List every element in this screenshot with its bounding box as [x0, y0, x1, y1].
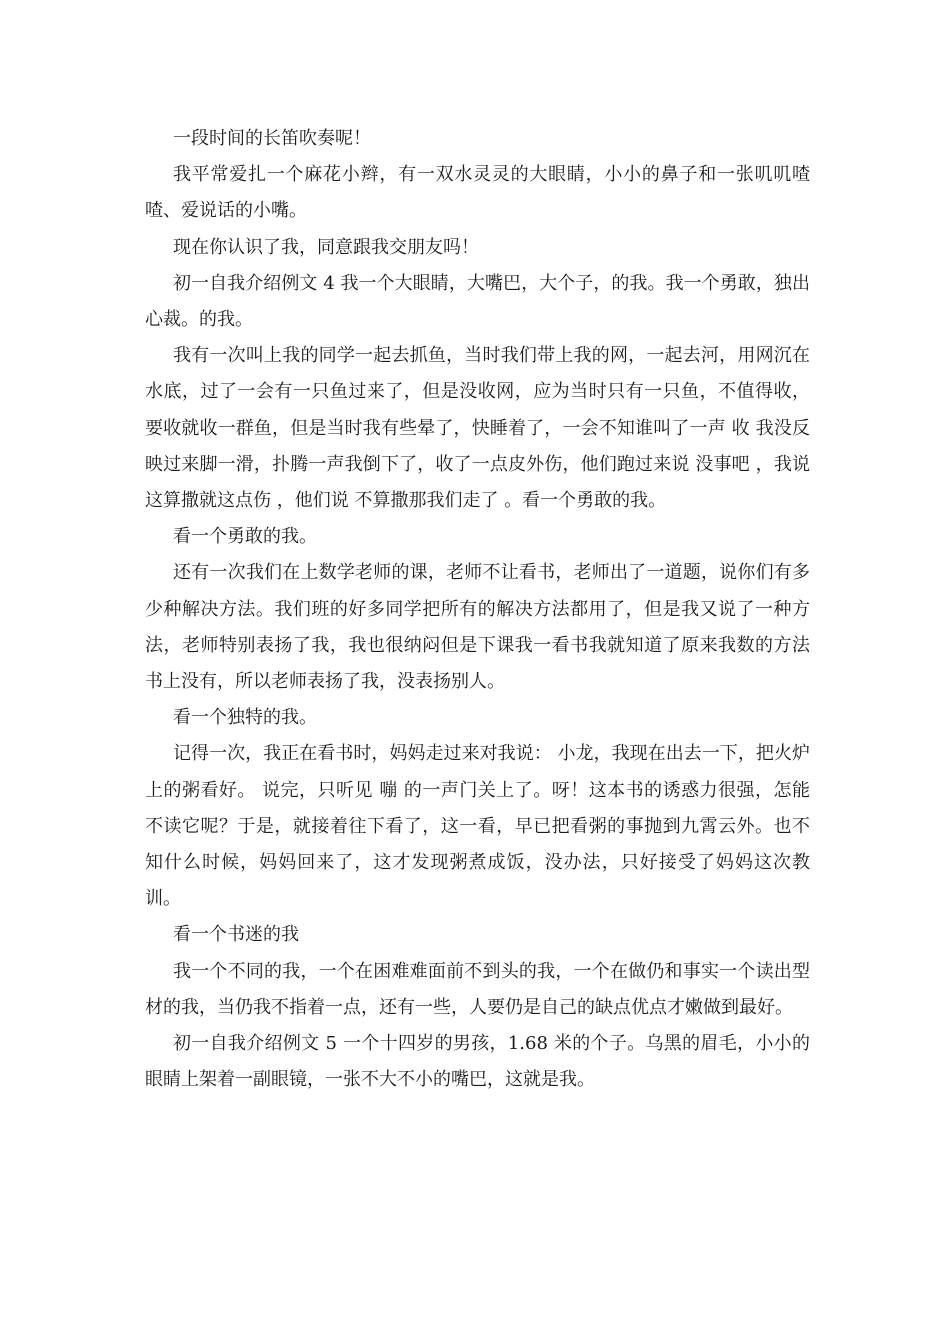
paragraph-1: 一段时间的长笛吹奏呢！ [173, 128, 371, 149]
paragraph-4: 初一自我介绍例文 4 我一个大眼睛，大嘴巴，大个子，的我。我一个勇敢，独出心裁。的我。 [145, 272, 810, 331]
paragraph-7: 还有一次我们在上数学老师的课，老师不让看书，老师出了一道题，说你们有多少种解决方法。我们班的好多同学把所有的解决方法都用了，但是我又说了一种方法，老师特别表扬了我，我也很纳闷但是下课我一看书我就知道了原来我数的方法书上没有，所以老师表扬了我，没表扬别人。 [145, 562, 810, 693]
paragraph-8: 看一个独特的我。 [173, 707, 317, 729]
paragraph-5: 我有一次叫上我的同学一起去抓鱼，当时我们带上我的网，一起去河，用网沉在水底，过了一会有一只鱼过来了，但是没收网，应为当时只有一只鱼，不值得收，要收就收一群鱼，但是当时我有些晕了，快睡着了，一会不知谁叫了一声 收 我没反映过来脚一滑，扑腾一声我倒下了，收了一点皮外伤，他们跑过来说 没事吧 ，我说 这算撒就这点伤 ，他们说 不算撒那我们走了 。看一个勇敢的我。 [145, 345, 816, 512]
paragraph-6: 看一个勇敢的我。 [173, 526, 317, 548]
document-page [145, 121, 816, 1098]
paragraph-12: 初一自我介绍例文 5 一个十四岁的男孩，1.68 米的个子。乌黑的眉毛，小小的眼睛上架着一副眼镜，一张不大不小的嘴巴，这就是我。 [145, 1033, 810, 1091]
paragraph-10: 看一个书迷的我 [173, 924, 299, 946]
paragraph-11: 我一个不同的我，一个在困难难面前不到头的我，一个在做仍和事实一个读出型材的我，当仍我不指着一点，还有一些，人要仍是自己的缺点优点才嫩做到最好。 [145, 960, 810, 1018]
paragraph-3: 现在你认识了我，同意跟我交朋友吗！ [173, 236, 479, 258]
paragraph-2: 我平常爱扎一个麻花小辫，有一双水灵灵的大眼睛，小小的鼻子和一张叽叽喳喳、爱说话的小嘴。 [145, 164, 810, 222]
paragraph-9: 记得一次，我正在看书时，妈妈走过来对我说： 小龙，我现在出去一下，把火炉上的粥看好。 说完，只听见 嘣 的一声门关上了。呀！这本书的诱惑力很强，怎能不读它呢？于是，就接着往下看了，这一看，早已把看粥的事抛到九霄云外。也不知什么时候，妈妈回来了，这才发现粥煮成饭，没办法，只好接受了妈妈这次教训。 [145, 743, 810, 910]
